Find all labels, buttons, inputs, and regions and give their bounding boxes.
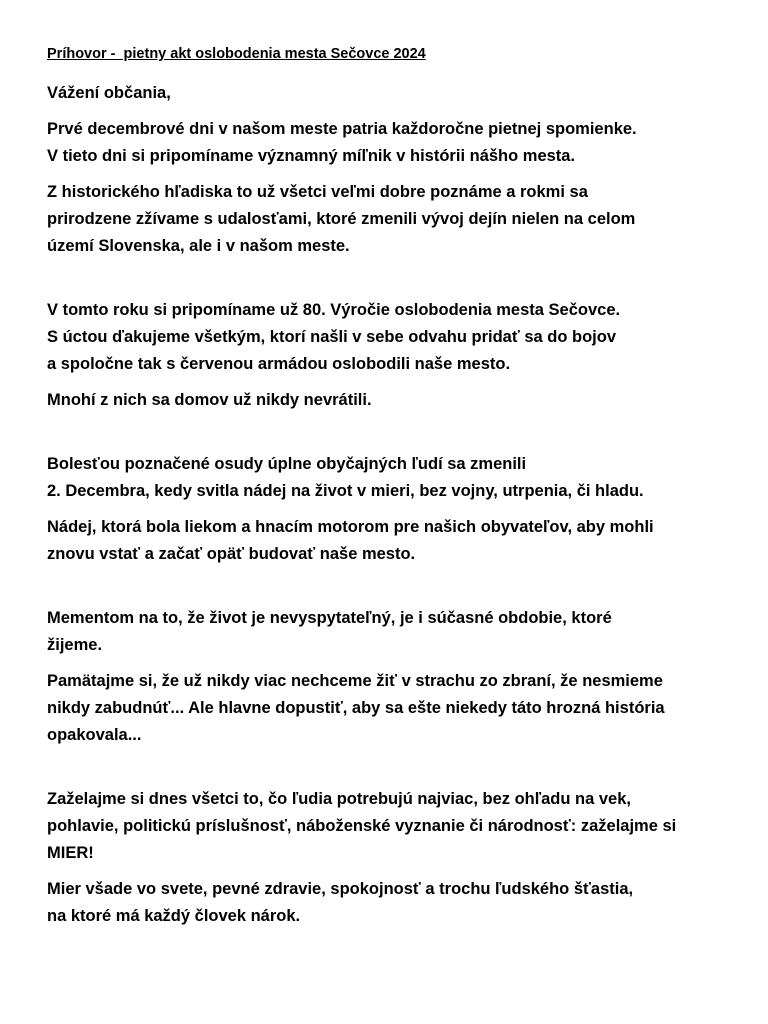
paragraph-historical-view (47, 179, 737, 260)
text-line: území Slovenska, ale i v našom meste. (47, 237, 350, 255)
document-title: Príhovor - pietny akt oslobodenia mesta Sečovce 2024 (47, 46, 426, 62)
text-line: a spoločne tak s červenou armádou oslobodili naše mesto. (47, 355, 511, 373)
text-line: V tieto dni si pripomíname významný míľnik v histórii nášho mesta. (47, 147, 576, 165)
text-line: Zaželajme si dnes všetci to, čo ľudia potrebujú najviac, bez ohľadu na vek, (47, 790, 631, 808)
text-line: nikdy zabudnúť... Ale hlavne dopustiť, aby sa ešte niekedy táto hrozná história (47, 699, 665, 717)
paragraph-hope (47, 514, 737, 568)
text-line: Mementom na to, že život je nevyspytateľný, je i súčasné obdobie, ktoré (47, 609, 612, 627)
text-line: na ktoré má každý človek nárok. (47, 907, 301, 925)
text-line: Pamätajme si, že už nikdy viac nechceme žiť v strachu zo zbraní, že nesmieme (47, 672, 663, 690)
text-line: Mier všade vo svete, pevné zdravie, spokojnosť a trochu ľudského šťastia, (47, 880, 634, 898)
text-line: Prvé decembrové dni v našom meste patria každoročne pietnej spomienke. (47, 120, 637, 138)
text-line: prirodzene zžívame s udalosťami, ktoré zmenili vývoj dejín nielen na celom (47, 210, 636, 228)
paragraph-never-returned (47, 387, 737, 414)
text-line: znovu vstať a začať opäť budovať naše mesto. (47, 545, 416, 563)
paragraph-memento (47, 605, 737, 659)
text-line: MIER! (47, 844, 94, 862)
text-line: pohlavie, politickú príslušnosť, náboženské vyznanie či národnosť: zaželajme si (47, 817, 677, 835)
text-line: Z historického hľadiska to už všetci veľmi dobre poznáme a rokmi sa (47, 183, 588, 201)
text-line: Nádej, ktorá bola liekom a hnacím motorom pre našich obyvateľov, aby mohli (47, 518, 654, 536)
paragraph-peace-everywhere (47, 876, 737, 930)
text-line: S úctou ďakujeme všetkým, ktorí našli v sebe odvahu pridať sa do bojov (47, 328, 617, 346)
text-line: žijeme. (47, 636, 103, 654)
paragraph-wish-peace (47, 786, 737, 867)
paragraph-fates (47, 451, 737, 505)
text-line: 2. Decembra, kedy svitla nádej na život v mieri, bez vojny, utrpenia, či hladu. (47, 482, 644, 500)
document-page (47, 44, 737, 930)
text-line: Vážení občania, (47, 84, 171, 102)
text-line: Mnohí z nich sa domov už nikdy nevrátili. (47, 391, 372, 409)
paragraph-greeting (47, 80, 737, 107)
paragraph-december-days (47, 116, 737, 170)
paragraph-anniversary (47, 297, 737, 378)
paragraph-remember (47, 668, 737, 749)
text-line: Bolesťou poznačené osudy úplne obyčajných ľudí sa zmenili (47, 455, 527, 473)
text-line: opakovala... (47, 726, 142, 744)
text-line: V tomto roku si pripomíname už 80. Výročie oslobodenia mesta Sečovce. (47, 301, 621, 319)
